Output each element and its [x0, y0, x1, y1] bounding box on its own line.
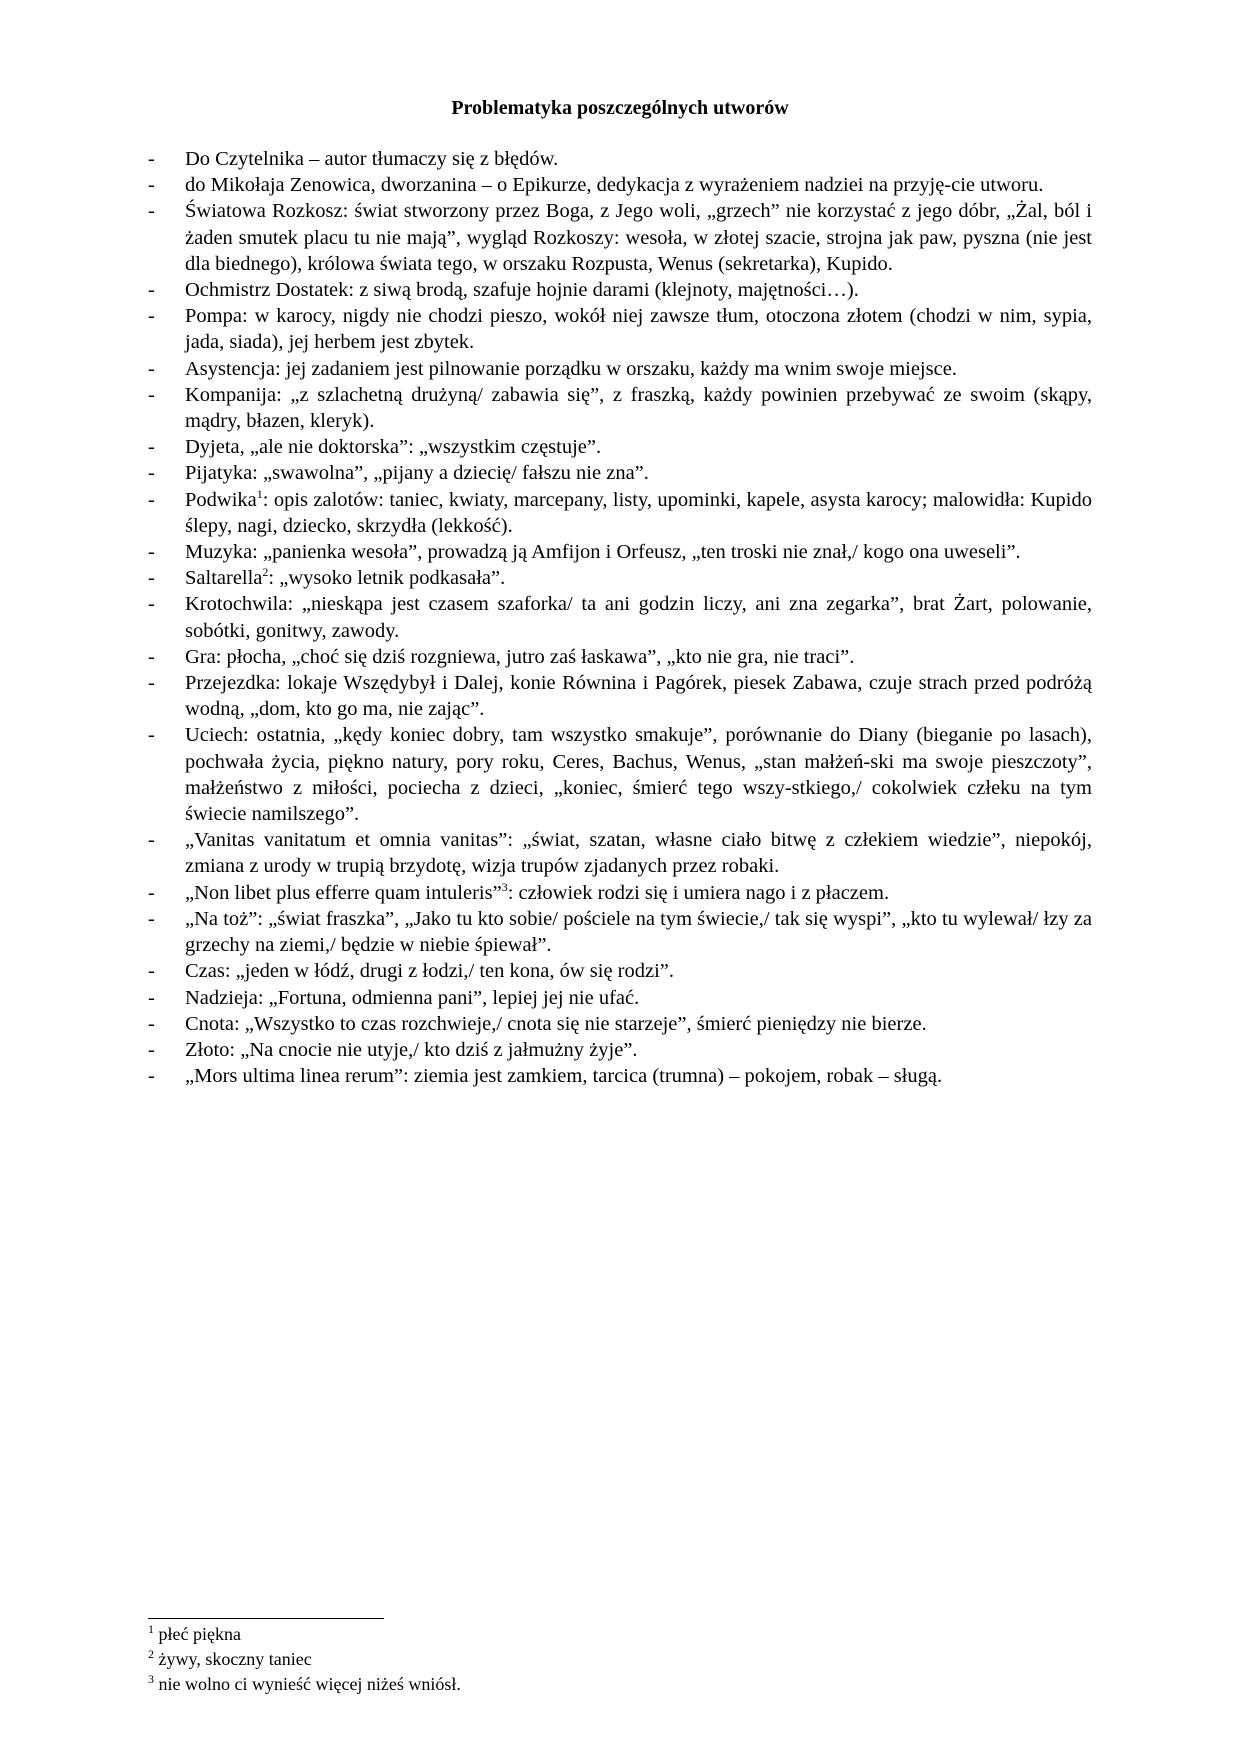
- list-item-main-text: Ochmistrz Dostatek: z siwą brodą, szafuje hojnie darami (klejnoty, majętności…).: [185, 279, 859, 302]
- list-item: [148, 539, 1092, 565]
- list-item-rest-text: : opis zalotów: taniec, kwiaty, marcepany, listy, upominki, kapele, asysta karocy; malowidła: Kupido ślepy, nagi, dziecko, skrzydła (lekkość).: [185, 488, 1092, 537]
- list-item-text: [185, 1013, 927, 1035]
- list-item-main-text: „Na toż”: „świat fraszka”, „Jako tu kto sobie/ pościele na tym świecie,/ tak się wyspi”, „kto tu wylewał/ łzy za grzechy na ziemi,/ będzie w niebie śpiewał”.: [185, 907, 1092, 957]
- list-item-main-text: Cnota: „Wszystko to czas rozchwieje,/ cnota się nie starzeje”, śmierć pieniędzy nie bierze.: [185, 1012, 927, 1035]
- list-item: [148, 906, 1092, 958]
- footnote-number: 1: [148, 1622, 154, 1636]
- list-item-main-text: Czas: „jeden w łódź, drugi z łodzi,/ ten kona, ów się rodzi”.: [185, 960, 675, 983]
- list-item: [148, 670, 1092, 722]
- list-item-text: [185, 436, 601, 458]
- list-item-main-text: Saltarella: [185, 567, 263, 590]
- bullet-dash: -: [148, 829, 155, 852]
- list-item-main-text: „Mors ultima linea rerum”: ziemia jest zamkiem, tarcica (trumna) – pokojem, robak – sługą.: [185, 1065, 943, 1088]
- list-item: [148, 434, 1092, 460]
- bullet-dash: -: [148, 645, 155, 668]
- list-item-text: [185, 358, 957, 380]
- list-item-main-text: Uciech: ostatnia, „kędy koniec dobry, tam wszystko smakuje”, porównanie do Diany (bieganie po lasach), pochwała życia, piękno natury, pory roku, Ceres, Bachus, Wenus, „stan małżeń-ski ma swoje pieszczoty”, małżeństwo z miłości, pociecha z dzieci, „koniec, śmierć tego wszy-stkiego,/ cokolwiek człeku na tym świecie namilszego”.: [185, 724, 1092, 826]
- list-item-text: [185, 987, 639, 1009]
- list-item-main-text: Światowa Rozkosz: świat stworzony przez Boga, z Jego woli, „grzech” nie korzystać z jego dóbr, „Żal, ból i żaden smutek placu tu nie mają”, wygląd Rozkoszy: wesoła, w złotej szacie, strojna jak paw, pyszna (nie jest dla biednego), królowa świata tego, w orszaku Rozpusta, Wenus (sekretarka), Kupido.: [185, 200, 1092, 275]
- list-item: [148, 1011, 1092, 1037]
- bullet-dash: -: [148, 462, 155, 485]
- list-item: [148, 172, 1092, 198]
- bullet-dash: -: [148, 593, 155, 616]
- bullet-dash: -: [148, 1012, 155, 1035]
- footnote: [148, 1647, 1092, 1672]
- list-item-text: [185, 879, 890, 904]
- footnote-text: żywy, skoczny taniec: [154, 1649, 312, 1669]
- list-item-main-text: Nadzieja: „Fortuna, odmienna pani”, lepiej jej nie ufać.: [185, 986, 640, 1009]
- list-item-text: [185, 1065, 942, 1087]
- bullet-dash: -: [148, 436, 155, 459]
- footnote-reference: 3: [501, 879, 508, 894]
- footnote-text: nie wolno ci wynieść więcej niżeś wniósł.: [154, 1674, 461, 1694]
- bullet-dash: -: [148, 960, 155, 983]
- list-item: [148, 1063, 1092, 1089]
- bullet-dash: -: [148, 672, 155, 695]
- list-item-main-text: do Mikołaja Zenowica, dworzanina – o Epikurze, dedykacja z wyrażeniem nadziei na przyję-cie utworu.: [185, 174, 1044, 197]
- list-item-text: [185, 462, 649, 484]
- list-item: [148, 958, 1092, 984]
- list-item-main-text: Pijatyka: „swawolna”, „pijany a dziecię/ fałszu nie zna”.: [185, 462, 649, 485]
- list-item: [148, 827, 1092, 879]
- list-item: [148, 460, 1092, 486]
- bullet-dash: -: [148, 724, 155, 747]
- list-item: [148, 985, 1092, 1011]
- list-item: [148, 146, 1092, 172]
- list-item-main-text: Kompanija: „z szlachetną drużyną/ zabawia się”, z fraszką, każdy powinien przebywać ze swoim (skąpy, mądry, błazen, kleryk).: [185, 383, 1092, 433]
- list-item-text: [185, 305, 1092, 353]
- bullet-dash: -: [148, 986, 155, 1009]
- list-item-main-text: Złoto: „Na cnocie nie utyje,/ kto dziś z jałmużny żyje”.: [185, 1038, 638, 1061]
- list-item-rest-text: : „wysoko letnik podkasała”.: [268, 567, 506, 590]
- bullet-dash: -: [148, 907, 155, 930]
- page-title: Problematyka poszczególnych utworów: [451, 97, 789, 119]
- list-item-main-text: Muzyka: „panienka wesoła”, prowadzą ją Amfijon i Orfeusz, „ten troski nie znał,/ kogo ona uweseli”.: [185, 541, 1021, 564]
- list-item-main-text: „Vanitas vanitatum et omnia vanitas”: „świat, szatan, własne ciało bitwę z człekiem wiedzie”, niepokój, zmiana z urody w trupią brzydotę, wizja trupów zjadanych przez robaki.: [185, 829, 1092, 878]
- list-item-text: [185, 593, 1092, 641]
- bullet-dash: -: [148, 1065, 155, 1088]
- list-item-main-text: Pompa: w karocy, nigdy nie chodzi pieszo, wokół niej zawsze tłum, otoczona złotem (chodzi w nim, sypia, jada, siada), jej herbem jest zbytek.: [185, 305, 1092, 354]
- list-item-text: [185, 829, 1092, 877]
- list-item-text: [185, 1039, 638, 1061]
- list-item: [148, 277, 1092, 303]
- list-item-text: [185, 672, 1092, 720]
- list-item-text: [185, 724, 1092, 825]
- list-item-text: [185, 279, 859, 301]
- list-item-main-text: Gra: płocha, „choć się dziś rozgniewa, jutro zaś łaskawa”, „kto nie gra, nie traci”.: [185, 645, 855, 668]
- list-item-text: [185, 486, 1092, 537]
- list-item-text: [185, 148, 558, 170]
- list-item-text: [185, 541, 1021, 563]
- footnote-list: [148, 1622, 1092, 1697]
- bullet-dash: -: [148, 148, 155, 170]
- bullet-dash: -: [148, 357, 155, 380]
- list-item-text: [185, 908, 1092, 956]
- list-item: [148, 198, 1092, 277]
- list-item: [148, 303, 1092, 355]
- footnote: [148, 1672, 1092, 1697]
- list-item: [148, 591, 1092, 643]
- bullet-dash: -: [148, 488, 155, 511]
- list-item-text: [185, 646, 854, 668]
- footnote: [148, 1622, 1092, 1647]
- list-item-text: [185, 960, 674, 982]
- bullet-dash: -: [148, 567, 155, 590]
- list-item-main-text: Podwika: [185, 488, 257, 511]
- footnote-number: 2: [148, 1647, 154, 1661]
- bullet-dash: -: [148, 279, 155, 302]
- list-item-main-text: Asystencja: jej zadaniem jest pilnowanie porządku w orszaku, każdy ma wnim swoje miejsce.: [185, 357, 957, 380]
- list-item-main-text: Krotochwila: „nieskąpa jest czasem szaforka/ ta ani godzin liczy, ani zna zegarka”, brat Żart, polowanie, sobótki, gonitwy, zawody.: [185, 593, 1092, 642]
- list-item: [148, 880, 1092, 906]
- bullet-list: [148, 146, 1092, 1089]
- bullet-dash: -: [148, 1038, 155, 1061]
- bullet-dash: -: [148, 541, 155, 564]
- list-item-text: [185, 567, 505, 589]
- list-item: [148, 1037, 1092, 1063]
- list-item-main-text: Do Czytelnika – autor tłumaczy się z błędów.: [185, 148, 559, 170]
- list-item-text: [185, 200, 1092, 274]
- list-item: [148, 487, 1092, 539]
- list-item-text: [185, 384, 1092, 432]
- list-item: [148, 356, 1092, 382]
- footnote-number: 3: [148, 1672, 154, 1686]
- footnote-text: płeć piękna: [154, 1624, 241, 1644]
- bullet-dash: -: [148, 383, 155, 406]
- list-item-main-text: Dyjeta, „ale nie doktorska”: „wszystkim częstuje”.: [185, 436, 602, 459]
- bullet-dash: -: [148, 200, 155, 223]
- list-item: [148, 722, 1092, 827]
- list-item: [148, 565, 1092, 591]
- list-item: [148, 382, 1092, 434]
- list-item-text: [185, 174, 1043, 196]
- footnote-separator: [148, 1618, 384, 1619]
- list-item-rest-text: : człowiek rodzi się i umiera nago i z płaczem.: [507, 881, 890, 904]
- list-item-main-text: „Non libet plus efferre quam intuleris”: [185, 881, 502, 904]
- bullet-dash: -: [148, 305, 155, 328]
- list-item: [148, 644, 1092, 670]
- footnote-reference: 2: [262, 565, 269, 580]
- list-item-main-text: Przejezdka: lokaje Wszędybył i Dalej, konie Równina i Pagórek, piesek Zabawa, czuje strach przed podróżą wodną, „dom, kto go ma, nie zając”.: [185, 672, 1092, 721]
- footnote-reference: 1: [256, 486, 263, 501]
- bullet-dash: -: [148, 881, 155, 904]
- bullet-dash: -: [148, 174, 155, 197]
